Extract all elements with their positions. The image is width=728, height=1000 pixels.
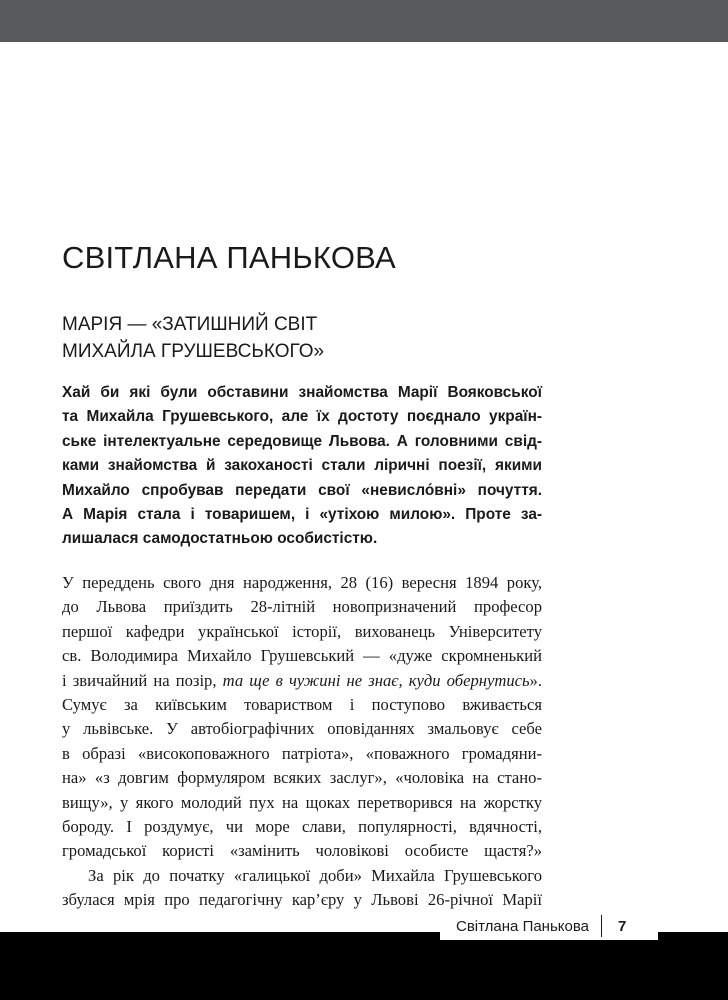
body-line-start: і звичайний на позір, — [62, 670, 223, 690]
body-line-indented: За рік до початку «галицької доби» Михайла Грушевського — [88, 865, 542, 885]
article-title-line: МИХАЙЛА ГРУШЕВСЬКОГО» — [62, 341, 325, 362]
page-number: 7 — [618, 917, 627, 935]
lead-paragraph — [62, 381, 542, 552]
article-title-line: МАРІЯ — «ЗАТИШНИЙ СВІТ — [62, 314, 318, 335]
chapter-author-heading: СВІТЛАНА ПАНЬКОВА — [62, 240, 396, 275]
lead-line: лишалася самодостатньою особистістю. — [62, 530, 378, 548]
lead-line: Михайло спробував передати свої «невисло́вні» почуття. — [62, 481, 542, 499]
body-line: бороду. І роздумує, чи море слави, популярності, вдячності, — [62, 817, 542, 837]
body-line: збулася мрія про педагогічну кар’єру у Львові 26-річної Марії — [62, 890, 542, 910]
article-title — [62, 311, 324, 365]
running-footer — [440, 912, 658, 940]
body-line: св. Володимира Михайло Грушевський — «дуже скромненький — [62, 646, 542, 666]
body-line: в образі «високоповажного патріота», «поважного громадяни- — [62, 743, 542, 763]
body-line: У переддень свого дня народження, 28 (16) вересня 1894 року, — [62, 573, 542, 592]
body-line: першої кафедри української історії, вихованець Університету — [62, 621, 542, 641]
footer-divider — [601, 915, 602, 937]
body-line: громадської користі «замінить чоловікові особисте щастя?» — [62, 841, 542, 861]
lead-line: та Михайла Грушевського, але їх достоту поєднало україн- — [62, 408, 542, 426]
lead-line: ками знайомства й закоханості стали ліричні поезії, якими — [62, 457, 542, 475]
body-line: до Львова приїздить 28-літній новопризначений професор — [62, 597, 542, 617]
body-line: вищу», у якого молодий пух на щоках перетворився на жорстку — [62, 792, 542, 812]
italic-quote: та ще в чужині не знає, куди обернутись — [222, 670, 530, 690]
body-line: у львівське. У автобіографічних оповіданнях змальовує себе — [62, 719, 542, 739]
body-line-with-quote — [62, 669, 542, 693]
body-line: на» «з довгим формуляром всяких заслуг», «чоловіка на стано- — [62, 768, 542, 788]
footer-author: Світлана Панькова — [456, 917, 590, 935]
body-text — [62, 571, 542, 913]
lead-line: А Марія стала і товаришем, і «утіхою милою». Проте за- — [62, 506, 542, 524]
top-decorative-band — [0, 0, 728, 42]
lead-line: ське інтелектуальне середовище Львова. А головними свід- — [62, 432, 542, 450]
lead-line: Хай би які були обставини знайомства Марії Вояковської — [62, 384, 542, 401]
body-line: Сумує за київським товариством і поступово вживається — [62, 695, 542, 715]
body-line-end: ». — [529, 670, 542, 690]
bottom-decorative-band — [0, 932, 728, 1000]
